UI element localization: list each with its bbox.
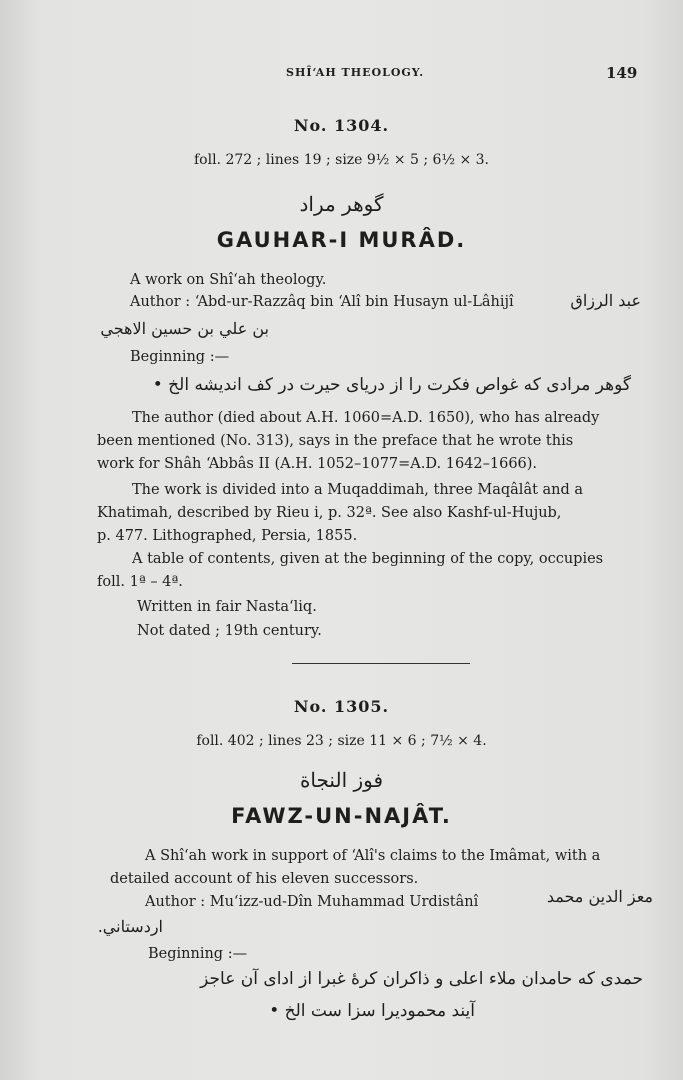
- entry-1304-para3-line1: A table of contents, given at the beginning of the copy, occupies: [132, 551, 604, 567]
- entry-1305-desc-line1: A Shî‘ah work in support of ‘Alî's claims to the Imâmat, with a: [145, 848, 601, 864]
- entry-1304-written: Written in fair Nasta‘liq.: [137, 599, 317, 615]
- entry-1305-title: FAWZ-UN-NAJÂT.: [231, 804, 452, 828]
- entry-1304-arabic-title: گوهر مراد: [299, 192, 384, 216]
- entry-1304-beginning-text: گوهر مرادی که غواص فکرت را از دریای حیرت در کف اندیشه الخ •: [152, 375, 631, 395]
- entry-1304-para1-line2: been mentioned (No. 313), says in the preface that he wrote this: [97, 433, 574, 449]
- entry-1304-number: No. 1304.: [293, 116, 390, 135]
- entry-1304-beginning-label: Beginning :—: [130, 349, 230, 365]
- entry-1304-para2-line1: The work is divided into a Muqaddimah, three Maqâlât and a: [132, 482, 584, 498]
- entry-1305-author: Author : Mu‘izz-ud-Dîn Muhammad Urdistânî: [145, 894, 479, 910]
- entry-1304-para2-line2: Khatimah, described by Rieu i, p. 32ª. See also Kashf-ul-Hujub,: [97, 505, 562, 521]
- entry-1304-author-arabic-1: عبد الرزاق: [570, 291, 641, 310]
- entry-1304-meta: foll. 272 ; lines 19 ; size 9½ × 5 ; 6½ × 3.: [194, 152, 489, 168]
- entry-1304-para1-line3: work for Shâh ‘Abbâs II (A.H. 1052–1077=A.D. 1642–1666).: [97, 456, 538, 472]
- entry-1304-para1-line1: The author (died about A.H. 1060=A.D. 1650), who has already: [132, 410, 600, 426]
- entry-1304-author: Author : ‘Abd-ur-Razzâq bin ‘Alî bin Husayn ul-Lâhijî: [130, 294, 514, 310]
- page-number: 149: [606, 64, 638, 82]
- entry-1305-author-arabic-1: معز الدين محمد: [546, 887, 653, 906]
- section-divider: [292, 663, 470, 664]
- entry-1304-para3-line2: foll. 1ª – 4ª.: [97, 574, 183, 590]
- entry-1304-author-arabic-2: بن علي بن حسين الاهجي: [100, 319, 269, 338]
- entry-1304-description: A work on Shî‘ah theology.: [130, 272, 327, 288]
- entry-1305-number: No. 1305.: [293, 697, 390, 716]
- entry-1305-author-arabic-2: اردستاني.: [97, 917, 163, 936]
- entry-1305-desc-line2: detailed account of his eleven successors.: [110, 871, 419, 887]
- entry-1305-beginning-label: Beginning :—: [148, 946, 248, 962]
- entry-1304-title: GAUHAR-I MURÂD.: [216, 228, 467, 252]
- entry-1305-beginning-text-1: حمدی که حامدان ملاء اعلی و ذاکران کرهٔ غبرا از ادای آن عاجز: [200, 969, 643, 989]
- running-head: [0, 64, 683, 84]
- entry-1305-beginning-text-2: آیند محمودیرا سزا ست الخ •: [269, 1001, 475, 1021]
- running-title: SHÎ‘AH THEOLOGY.: [286, 66, 425, 79]
- entry-1304-para2-line3: p. 477. Lithographed, Persia, 1855.: [97, 528, 358, 544]
- entry-1304-dated: Not dated ; 19th century.: [137, 623, 322, 639]
- entry-1305-arabic-title: فوز النجاة: [299, 768, 384, 792]
- entry-1305-meta: foll. 402 ; lines 23 ; size 11 × 6 ; 7½ × 4.: [196, 733, 487, 749]
